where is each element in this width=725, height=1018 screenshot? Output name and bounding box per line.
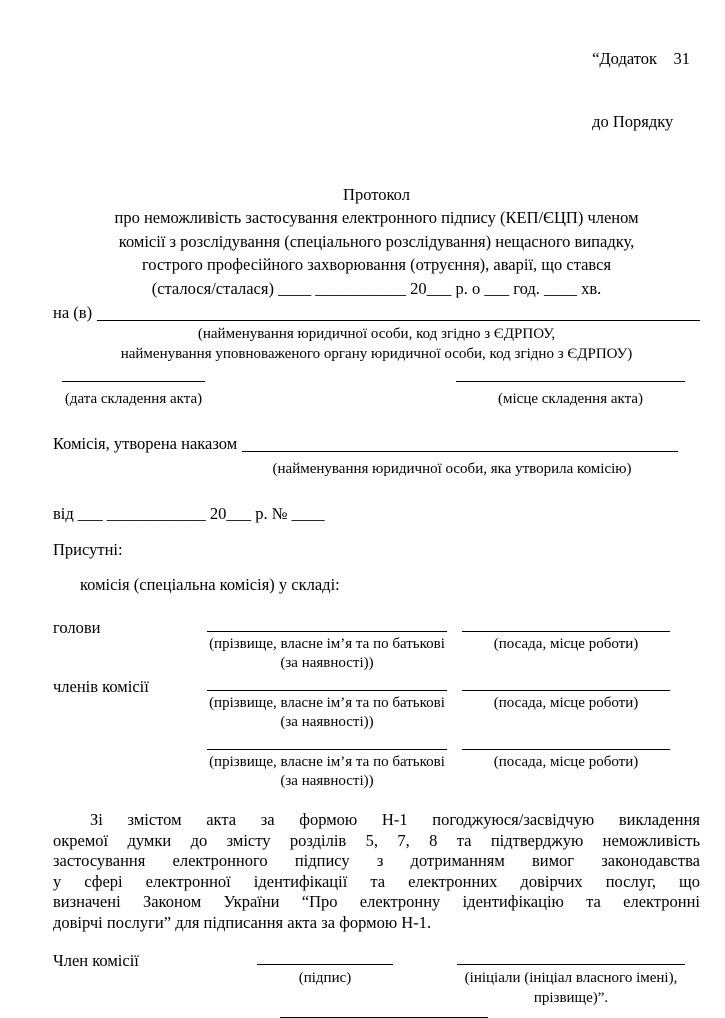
member-role-label: членів комісії [53, 677, 149, 696]
act-date-field [62, 381, 205, 409]
annex-line-2: до Порядку [592, 112, 674, 131]
date-place-row [53, 381, 700, 409]
member-name-field [207, 676, 447, 732]
signature-caption: (підпис) [298, 969, 352, 986]
statement-line-2: окремої думки до змісту розділів 5, 7, 8 та підтверджую неможливість [53, 830, 700, 850]
commission-row-member-1 [53, 676, 700, 732]
position-blank-line [462, 690, 670, 691]
position-caption: (посада, місце роботи) [493, 636, 639, 652]
member-position-field [462, 735, 670, 791]
statement-paragraph [53, 810, 700, 934]
act-date-caption: (дата складення акта) [64, 391, 203, 407]
member-position-field [462, 617, 670, 673]
act-place-field [456, 381, 685, 409]
bottom-blank-line [280, 1017, 488, 1018]
member-signature-row [53, 950, 700, 1008]
document-title: Протокол [343, 185, 410, 204]
name-caption-2: (за наявності)) [280, 655, 374, 671]
initials-blank-line [457, 964, 685, 965]
act-place-blank-line [456, 381, 685, 382]
name-blank-line [207, 631, 447, 632]
name-caption-2: (за наявності)) [280, 714, 374, 730]
name-caption-1: (прізвище, власне ім’я та по батькові [209, 754, 445, 770]
statement-line-6: довірчі послуги” для підписання акта за формою Н-1. [53, 912, 432, 932]
initials-caption-2: прізвище)”. [533, 989, 609, 1006]
act-place-caption: (місце складення акта) [498, 391, 643, 407]
act-date-blank-line [62, 381, 205, 382]
member-label: Член комісії [53, 950, 139, 970]
name-blank-line [207, 749, 447, 750]
member-role-label [53, 735, 207, 791]
signature-blank-line [257, 964, 393, 965]
statement-line-3: застосування електронного підпису з дотриманням вимог законодавства [53, 851, 700, 871]
organization-row [53, 301, 700, 324]
present-label: Присутні: [53, 540, 123, 559]
statement-line-1: Зі змістом акта за формою Н-1 погоджуюся/засвідчую викладення [90, 810, 700, 829]
position-blank-line [462, 749, 670, 750]
commission-row-member-2 [53, 735, 700, 791]
name-caption-1: (прізвище, власне ім’я та по батькові [209, 695, 445, 711]
heading-line-2: комісії з розслідування (спеціального розслідування) нещасного випадку, [118, 231, 635, 251]
position-blank-line [462, 631, 670, 632]
commission-composition-intro: комісія (спеціальна комісія) у складі: [80, 575, 340, 594]
commission-order-blank-line [242, 451, 678, 452]
initials-caption-1: (ініціали (ініціал власного імені), [464, 969, 678, 986]
position-caption: (посада, місце роботи) [493, 695, 639, 711]
commission-order-row [53, 432, 700, 455]
signature-field [257, 950, 393, 1008]
initials-field [457, 950, 685, 1008]
name-blank-line [207, 690, 447, 691]
position-caption: (посада, місце роботи) [493, 754, 639, 770]
annex-line-1: “Додаток 31 [592, 49, 690, 68]
heading-line-3: гострого професійного захворювання (отруєння), аварії, що стався [141, 255, 612, 274]
commission-order-label: Комісія, утворена наказом [53, 434, 238, 453]
annex-reference [592, 6, 690, 174]
statement-line-4: у сфері електронної ідентифікації та електронних довірчих послуг, що [53, 871, 700, 891]
commission-row-head [53, 617, 700, 673]
member-position-field [462, 676, 670, 732]
order-date-number-line: від ___ ____________ 20___ р. № ____ [53, 504, 325, 523]
name-caption-1: (прізвище, власне ім’я та по батькові [209, 636, 445, 652]
statement-line-5: визначені Законом України “Про електронну ідентифікацію та електронні [53, 892, 700, 912]
commission-members-section [53, 617, 700, 791]
member-name-field [207, 735, 447, 791]
document-heading [53, 206, 700, 300]
organization-blank-line [97, 320, 700, 321]
member-role-label: голови [53, 618, 101, 637]
name-caption-2: (за наявності)) [280, 773, 374, 789]
heading-line-1: про неможливість застосування електронного підпису (КЕП/ЄЦП) членом [114, 208, 639, 227]
member-name-field [207, 617, 447, 673]
commission-order-caption: (найменування юридичної особи, яка утворила комісію) [272, 461, 632, 477]
na-v-label: на (в) [53, 303, 93, 322]
heading-line-4: (сталося/сталася) ____ ___________ 20___ р. о ___ год. ____ хв. [151, 278, 602, 298]
organization-caption-1: (найменування юридичної особи, код згідно з ЄДРПОУ, [197, 326, 556, 342]
organization-caption-2: найменування уповноваженого органу юридичної особи, код згідно з ЄДРПОУ) [120, 346, 633, 362]
